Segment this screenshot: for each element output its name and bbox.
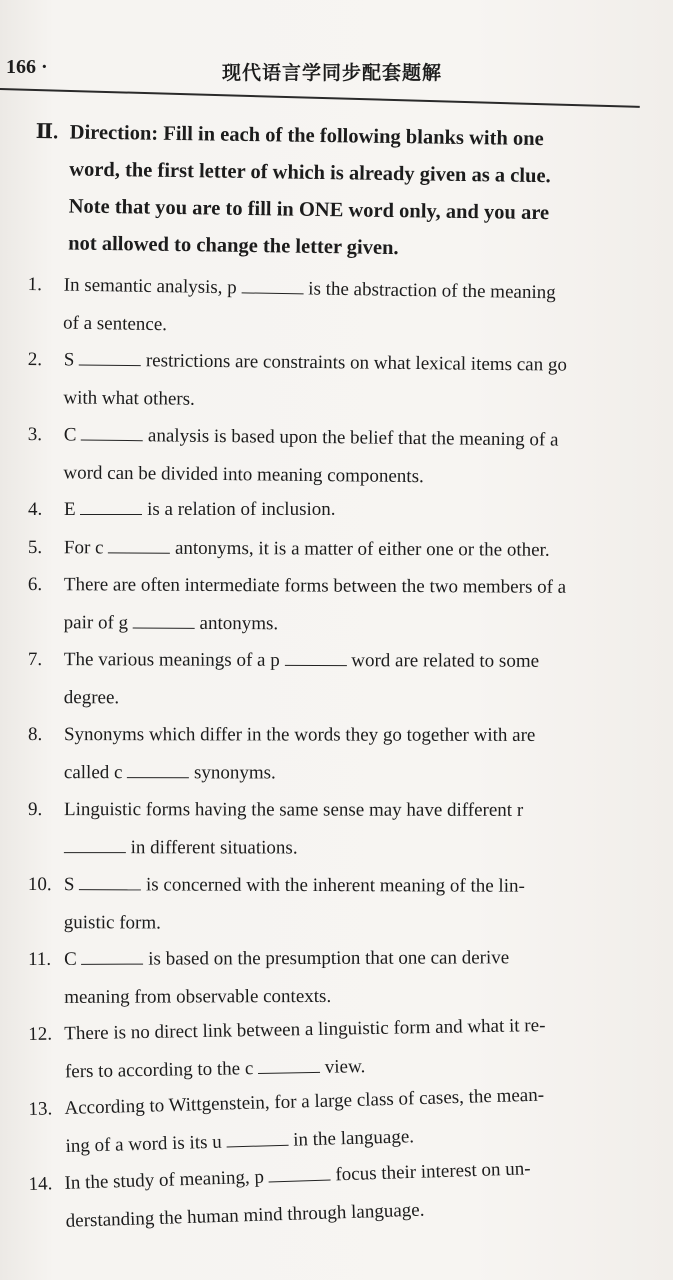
question-number: 11.	[28, 948, 52, 970]
question-continuation: fers to according to the c view.	[29, 1042, 670, 1091]
answer-blank[interactable]	[64, 834, 126, 853]
direction-line: Ⅱ. Direction: Fill in each of the following blanks with one	[35, 114, 665, 160]
question-continuation: ing of a word is its u in the language.	[65, 1125, 415, 1157]
answer-blank[interactable]	[258, 1053, 320, 1073]
question-number: 5.	[27, 536, 43, 558]
question-continuation: derstanding the human mind through language.	[65, 1199, 425, 1232]
question-continuation: meaning from observable contexts.	[64, 985, 332, 1008]
question-number: 13.	[28, 1098, 53, 1120]
question-list	[28, 266, 668, 1241]
direction-line: word, the first letter of which is already given as a clue.	[69, 158, 551, 188]
answer-blank[interactable]	[133, 609, 195, 628]
running-title: 现代语言学同步配套题解	[222, 63, 443, 84]
question-1: 1. In semantic analysis, p is the abstraction of the meaning of a sentence.	[27, 266, 668, 351]
question-5: 5. For c antonyms, it is a matter of either one or the other.	[28, 529, 668, 570]
answer-blank[interactable]	[81, 946, 143, 965]
answer-blank[interactable]	[284, 647, 346, 666]
question-9: 9. Linguistic forms having the same sense may have different r in different situations.	[28, 791, 668, 867]
answer-blank[interactable]	[79, 871, 141, 890]
question-13: 13. According to Wittgenstein, for a large class of cases, the mean- ing of a word is its u in the language.	[28, 1073, 670, 1166]
direction-line: not allowed to change the letter given.	[68, 232, 399, 260]
question-14: 14. In the study of meaning, p focus their interest on un- derstanding the human mind through language.	[28, 1146, 670, 1241]
question-6: 6. There are often intermediate forms between the two members of a pair of g antonyms.	[28, 566, 668, 644]
page-header	[0, 52, 673, 88]
question-number: 10.	[27, 873, 52, 896]
question-number: 7.	[27, 648, 43, 671]
answer-blank[interactable]	[80, 496, 142, 515]
question-number: 2.	[27, 348, 43, 371]
question-continuation: guistic form.	[63, 911, 161, 933]
question-11: 11. C is based on the presumption that one can derive meaning from observable contexts.	[28, 939, 668, 1016]
question-number: 9.	[27, 799, 43, 821]
question-10: 10. S is concerned with the inherent meaning of the lin- guistic form.	[28, 866, 668, 943]
question-number: 12.	[28, 1023, 53, 1045]
question-continuation: with what others.	[63, 386, 195, 410]
question-continuation: of a sentence.	[62, 312, 168, 335]
answer-blank[interactable]	[81, 422, 143, 442]
question-continuation: word can be divided into meaning components.	[63, 461, 424, 487]
question-continuation: pair of g antonyms.	[28, 603, 668, 644]
page-number: 166 ·	[6, 56, 48, 78]
direction-block	[34, 114, 666, 271]
question-continuation: called c synonyms.	[28, 753, 668, 792]
section-numeral: Ⅱ.	[35, 120, 59, 144]
answer-blank[interactable]	[127, 759, 189, 778]
question-number: 6.	[27, 573, 43, 596]
question-number: 14.	[28, 1173, 53, 1195]
question-12: 12. There is no direct link between a linguistic form and what it re- fers to according to the c view.	[28, 1005, 669, 1091]
question-3: 3. C analysis is based upon the belief that the meaning of a word can be divided into meaning components.	[27, 416, 668, 498]
question-number: 3.	[27, 423, 43, 446]
question-8: 8. Synonyms which differ in the words they go together with are called c synonyms.	[28, 716, 668, 792]
question-continuation: in different situations.	[28, 828, 668, 867]
question-number: 1.	[27, 273, 43, 296]
header-rule	[0, 88, 640, 108]
question-number: 8.	[27, 724, 43, 746]
answer-blank[interactable]	[79, 347, 141, 367]
question-2: 2. S restrictions are constraints on what lexical items can go with what others.	[27, 341, 668, 423]
question-continuation: degree.	[63, 686, 120, 708]
answer-blank[interactable]	[108, 534, 170, 553]
direction-line: Note that you are to fill in ONE word only, and you are	[68, 195, 550, 225]
question-7: 7. The various meanings of a p word are related to some degree.	[28, 641, 668, 718]
answer-blank[interactable]	[241, 274, 303, 294]
question-4: 4. E is a relation of inclusion.	[28, 491, 668, 529]
answer-blank[interactable]	[268, 1162, 331, 1183]
question-number: 4.	[28, 499, 43, 520]
answer-blank[interactable]	[226, 1126, 289, 1147]
